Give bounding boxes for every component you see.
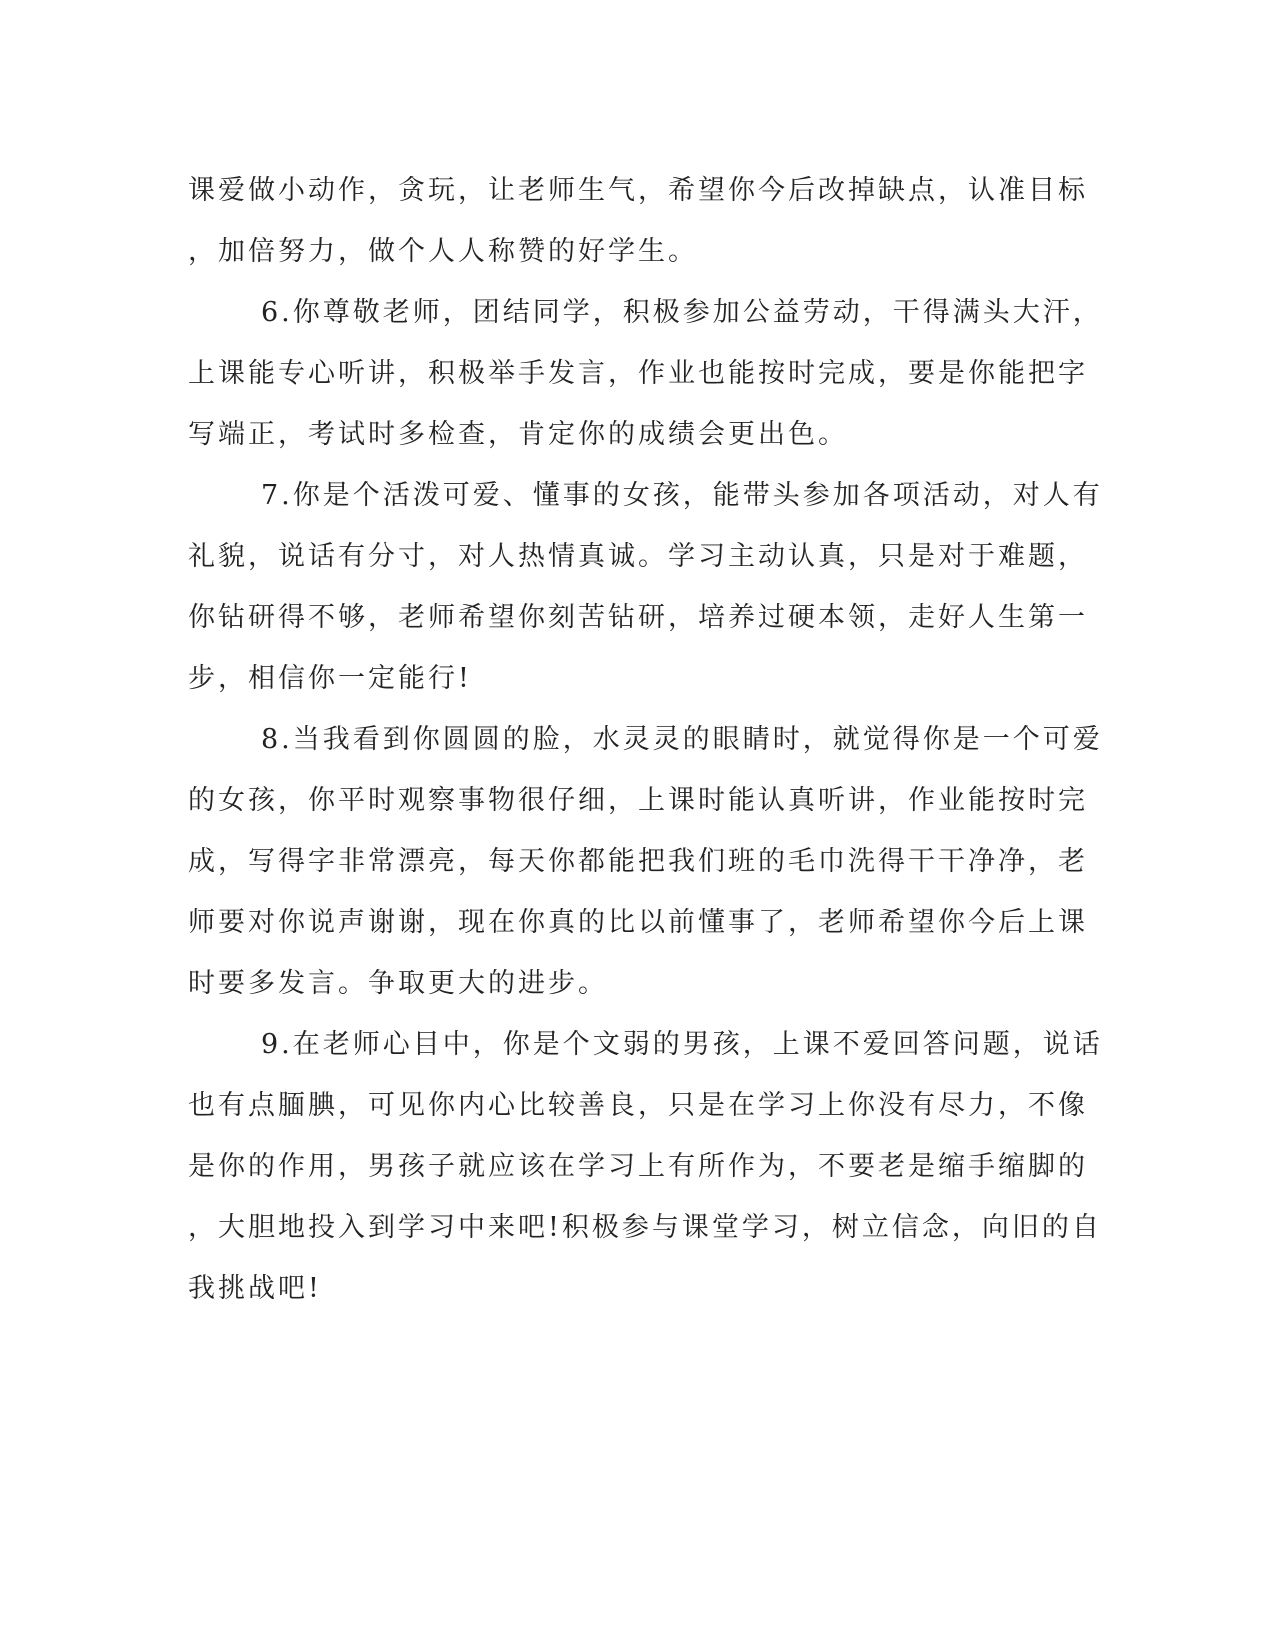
paragraph-6 [188,282,1103,465]
document-body [188,160,1103,1319]
paragraph-9 [188,1014,1103,1319]
text-line: ，大胆地投入到学习中来吧!积极参与课堂学习，树立信念，向旧的自 [188,1212,1102,1243]
text-line: 写端正，考试时多检查，肯定你的成绩会更出色。 [188,419,848,450]
text-line: 时要多发言。争取更大的进步。 [188,968,608,999]
text-line: 8.当我看到你圆圆的脸，水灵灵的眼睛时，就觉得你是一个可爱 [261,724,1103,755]
text-line: ，加倍努力，做个人人称赞的好学生。 [188,236,698,267]
text-line: 9.在老师心目中，你是个文弱的男孩，上课不爱回答问题，说话 [261,1029,1103,1060]
text-line: 步，相信你一定能行! [188,663,472,694]
text-line: 的女孩，你平时观察事物很仔细，上课时能认真听讲，作业能按时完 [188,785,1088,816]
paragraph-8 [188,709,1103,1014]
paragraph-7 [188,465,1103,709]
text-line: 我挑战吧! [188,1273,322,1304]
text-line: 你钻研得不够，老师希望你刻苦钻研，培养过硬本领，走好人生第一 [188,602,1088,633]
text-line: 成，写得字非常漂亮，每天你都能把我们班的毛巾洗得干干净净，老 [188,846,1088,877]
text-line: 课爱做小动作，贪玩，让老师生气，希望你今后改掉缺点，认准目标 [188,175,1088,206]
text-line: 7.你是个活泼可爱、懂事的女孩，能带头参加各项活动，对人有 [261,480,1103,511]
text-line: 6.你尊敬老师，团结同学，积极参加公益劳动，干得满头大汗， [261,297,1103,328]
text-line: 是你的作用，男孩子就应该在学习上有所作为，不要老是缩手缩脚的 [188,1151,1088,1182]
text-line: 上课能专心听讲，积极举手发言，作业也能按时完成，要是你能把字 [188,358,1088,389]
text-line: 礼貌，说话有分寸，对人热情真诚。学习主动认真，只是对于难题， [188,541,1088,572]
text-line: 师要对你说声谢谢，现在你真的比以前懂事了，老师希望你今后上课 [188,907,1088,938]
paragraph-5-continued [188,160,1088,282]
text-line: 也有点腼腆，可见你内心比较善良，只是在学习上你没有尽力，不像 [188,1090,1088,1121]
